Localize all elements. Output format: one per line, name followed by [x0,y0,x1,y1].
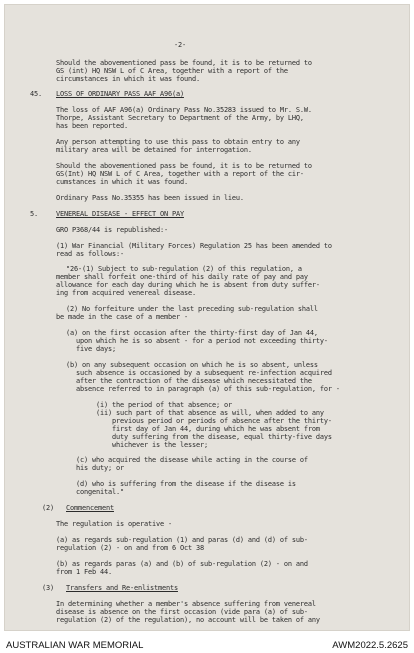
text-line: (c) who acquired the disease while acting in the course of [76,456,308,464]
text-line: absence referred to in paragraph (a) of this sub-regulation, for - [76,385,340,393]
section-heading: LOSS OF ORDINARY PASS AAF A96(a) [56,90,184,98]
footer-catalogue-number: AWM2022.5.2625 [332,640,408,651]
text-line: read as follows:- [56,250,124,258]
section-number: 45. [30,90,42,98]
text-line: whichever is the lesser; [112,441,208,449]
footer-bar [0,631,414,653]
text-line: upon which he is so absent - for a period not exceeding thirty- [76,337,328,345]
document-page [4,4,410,631]
text-line: The loss of AAF A96(a) Ordinary Pass No.35283 issued to Mr. S.W. [56,106,312,114]
section-number: 5. [30,210,38,218]
text-line: (ii) such part of that absence as will, when added to any [96,409,324,417]
text-line: Ordinary Pass No.35355 has been issued in lieu. [56,194,244,202]
subsection-number: (3) [42,584,54,592]
text-line: circumstances in which it was found. [56,75,200,83]
section-heading: VENEREAL DISEASE - EFFECT ON PAY [56,210,184,218]
page-number: -2- [174,41,186,49]
text-line: from 1 Feb 44. [56,568,112,576]
text-line: (a) on the first occasion after the thirty-first day of Jan 44, [66,329,318,337]
text-line: congenital." [76,488,124,496]
text-line: five days; [76,345,116,353]
subsection-heading: Transfers and Re-enlistments [66,584,178,592]
subsection-number: (2) [42,504,54,512]
text-line: (b) on any subsequent occasion on which he is so absent, unless [66,361,318,369]
text-line: cumstances in which it was found. [56,178,188,186]
text-line: (a) as regards sub-regulation (1) and paras (d) and (d) of sub- [56,536,308,544]
text-line: (d) who is suffering from the disease if the disease is [76,480,296,488]
text-line: duty suffering from the disease, equal thirty-five days [112,433,332,441]
text-line: ing from acquired venereal disease. [56,289,196,297]
text-line: has been reported. [56,122,128,130]
text-line: disease is absence on the first occasion (vide para (a) of sub- [56,608,308,616]
text-line: Thorpe, Assistant Secretary to Department of the Army, by LHQ, [56,114,304,122]
text-line: Any person attempting to use this pass to obtain entry to any [56,138,300,146]
text-line: The regulation is operative - [56,520,172,528]
text-line: first day of Jan 44, during which he was absent from [112,425,320,433]
text-line: member shall forfeit one-third of his daily rate of pay and pay [56,273,308,281]
text-line: military area will be detained for interrogation. [56,146,252,154]
text-line: In determining whether a member's absence suffering from venereal [56,600,316,608]
text-line: allowance for each day during which he is absent from duty suffer- [56,281,320,289]
text-line: "26-(1) Subject to sub-regulation (2) of this regulation, a [66,265,302,273]
text-line: GRO P368/44 is republished:- [56,226,168,234]
text-line: after the contraction of the disease which necessitated the [76,377,312,385]
text-line: Should the abovementioned pass be found, it is to be returned to [56,59,312,67]
text-line: regulation (2) of the regulation), no account will be taken of any [56,616,320,624]
text-line: GS (int) HQ NSW L of C Area, together with a report of the [56,67,288,75]
text-line: (2) No forfeiture under the last preceding sub-regulation shall [66,305,318,313]
text-line: Should the abovementioned pass be found, it is to be returned to [56,162,312,170]
text-line: such absence is occasioned by a subsequent re-infection acquired [76,369,332,377]
text-line: (b) as regards paras (a) and (b) of sub-regulation (2) - on and [56,560,308,568]
text-line: his duty; or [76,464,124,472]
text-line: regulation (2) - on and from 6 Oct 38 [56,544,204,552]
text-line: previous period or periods of absence after the thirty- [112,417,332,425]
text-line: (1) War Financial (Military Forces) Regulation 25 has been amended to [56,242,332,250]
text-line: be made in the case of a member - [56,313,188,321]
footer-credit: AUSTRALIAN WAR MEMORIAL [6,640,144,651]
subsection-heading: Commencement [66,504,114,512]
text-line: (i) the period of that absence; or [96,401,232,409]
text-line: GS(Int) HQ NSW L of C Area, together with a report of the cir- [56,170,304,178]
